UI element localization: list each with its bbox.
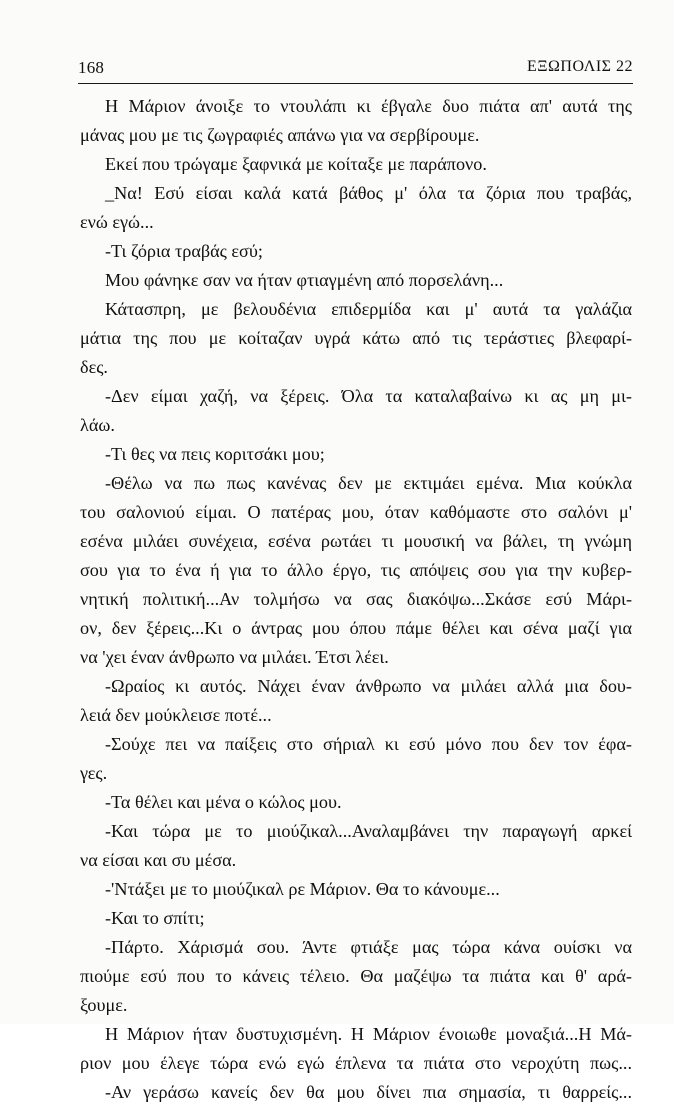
text-line: Η Μάριον άνοιξε το ντουλάπι κι έβγαλε δυο πιάτα απ' αυτά της [105, 96, 632, 116]
text-line: Μου φάνηκε σαν να ήταν φτιαγμένη από πορσελάνη... [105, 270, 504, 290]
text-line: _Να! Εσύ είσαι καλά κατά βάθος μ' όλα τα ζόρια που τραβάς, [105, 183, 632, 203]
text-line: ενώ εγώ... [80, 212, 154, 232]
text-line: -'Ντάξει με το μιούζικαλ ρε Μάριον. Θα το κάνουμε... [105, 879, 500, 899]
text-line: εσένα μιλάει συνέχεια, εσένα ρωτάει τι μουσική να βάλει, τη γνώμη [80, 531, 632, 551]
text-line: -Ωραίος κι αυτός. Νάχει έναν άνθρωπο να μιλάει αλλά μια δου- [105, 676, 632, 696]
text-line: -Αν γεράσω κανείς δεν θα μου δίνει πια σημασία, τι θαρρείς... [105, 1082, 632, 1102]
text-line: λειά δεν μούκλεισε ποτέ... [80, 705, 272, 725]
text-line: μάτια της που με κοίταζαν υγρά κάτω από τις τεράστιες βλεφαρί- [80, 328, 632, 348]
text-line: λάω. [80, 415, 115, 435]
text-line: ον, δεν ξέρεις...Κι ο άντρας μου όπου πάμε θέλει και σένα μαζί για [80, 618, 632, 638]
text-line: Κάτασπρη, με βελουδένια επιδερμίδα και μ' αυτά τα γαλάζια [105, 299, 632, 319]
text-line: ριον μου έλεγε τώρα ενώ εγώ έπλενα τα πιάτα στο νεροχύτη πως... [80, 1053, 632, 1073]
text-line: γες. [80, 763, 108, 783]
page-header [78, 58, 633, 84]
text-line: -Τι ζόρια τραβάς εσύ; [105, 241, 263, 261]
text-line: πιούμε εσύ που το κάνεις τέλειο. Θα μαζέψω τα πιάτα και θ' αρά- [80, 966, 632, 986]
text-line: -Και τώρα με το μιούζικαλ...Αναλαμβάνει την παραγωγή αρκεί [105, 821, 632, 841]
body-text [80, 92, 632, 1107]
text-line: -Θέλω να πω πως κανένας δεν με εκτιμάει εμένα. Μια κούκλα [105, 473, 632, 493]
text-line: -Σούχε πει να παίξεις στο σήριαλ κι εσύ μόνο που δεν τον έφα- [105, 734, 632, 754]
text-line: Η Μάριον ήταν δυστυχισμένη. Η Μάριον ένοιωθε μοναξιά...Η Μά- [105, 1024, 632, 1044]
text-line: -Και το σπίτι; [105, 908, 205, 928]
text-line: δες. [80, 357, 108, 377]
text-line: -Τι θες να πεις κοριτσάκι μου; [105, 444, 325, 464]
text-line: σου για το ένα ή για το άλλο έργο, τις απόψεις σου για την κυβερ- [80, 560, 632, 580]
text-line: να είσαι και συ μέσα. [80, 850, 237, 870]
text-line: μάνας μου με τις ζωγραφιές απάνω για να σερβίρουμε. [80, 125, 480, 145]
header-rule [78, 83, 633, 84]
text-line: Εκεί που τρώγαμε ξαφνικά με κοίταξε με παράπονο. [105, 154, 487, 174]
text-line: να 'χει έναν άνθρωπο να μιλάει. Έτσι λέει. [80, 647, 389, 667]
page-number: 168 [78, 58, 105, 77]
running-head: ΕΞΩΠΟΛΙΣ 22 [526, 58, 633, 75]
text-line: -Τα θέλει και μένα ο κώλος μου. [105, 792, 342, 812]
text-line: του σαλονιού είμαι. Ο πατέρας μου, όταν καθόμαστε στο σαλόνι μ' [80, 502, 632, 522]
text-line: νητική πολιτική...Αν τολμήσω να σας διακόψω...Σκάσε εσύ Μάρι- [80, 589, 632, 609]
text-line: -Πάρτο. Χάρισμά σου. Άντε φτιάξε μας τώρα κάνα ουίσκι να [105, 937, 632, 957]
text-line: ξουμε. [80, 995, 128, 1015]
text-line: -Δεν είμαι χαζή, να ξέρεις. Όλα τα καταλαβαίνω κι ας μη μι- [105, 386, 632, 406]
